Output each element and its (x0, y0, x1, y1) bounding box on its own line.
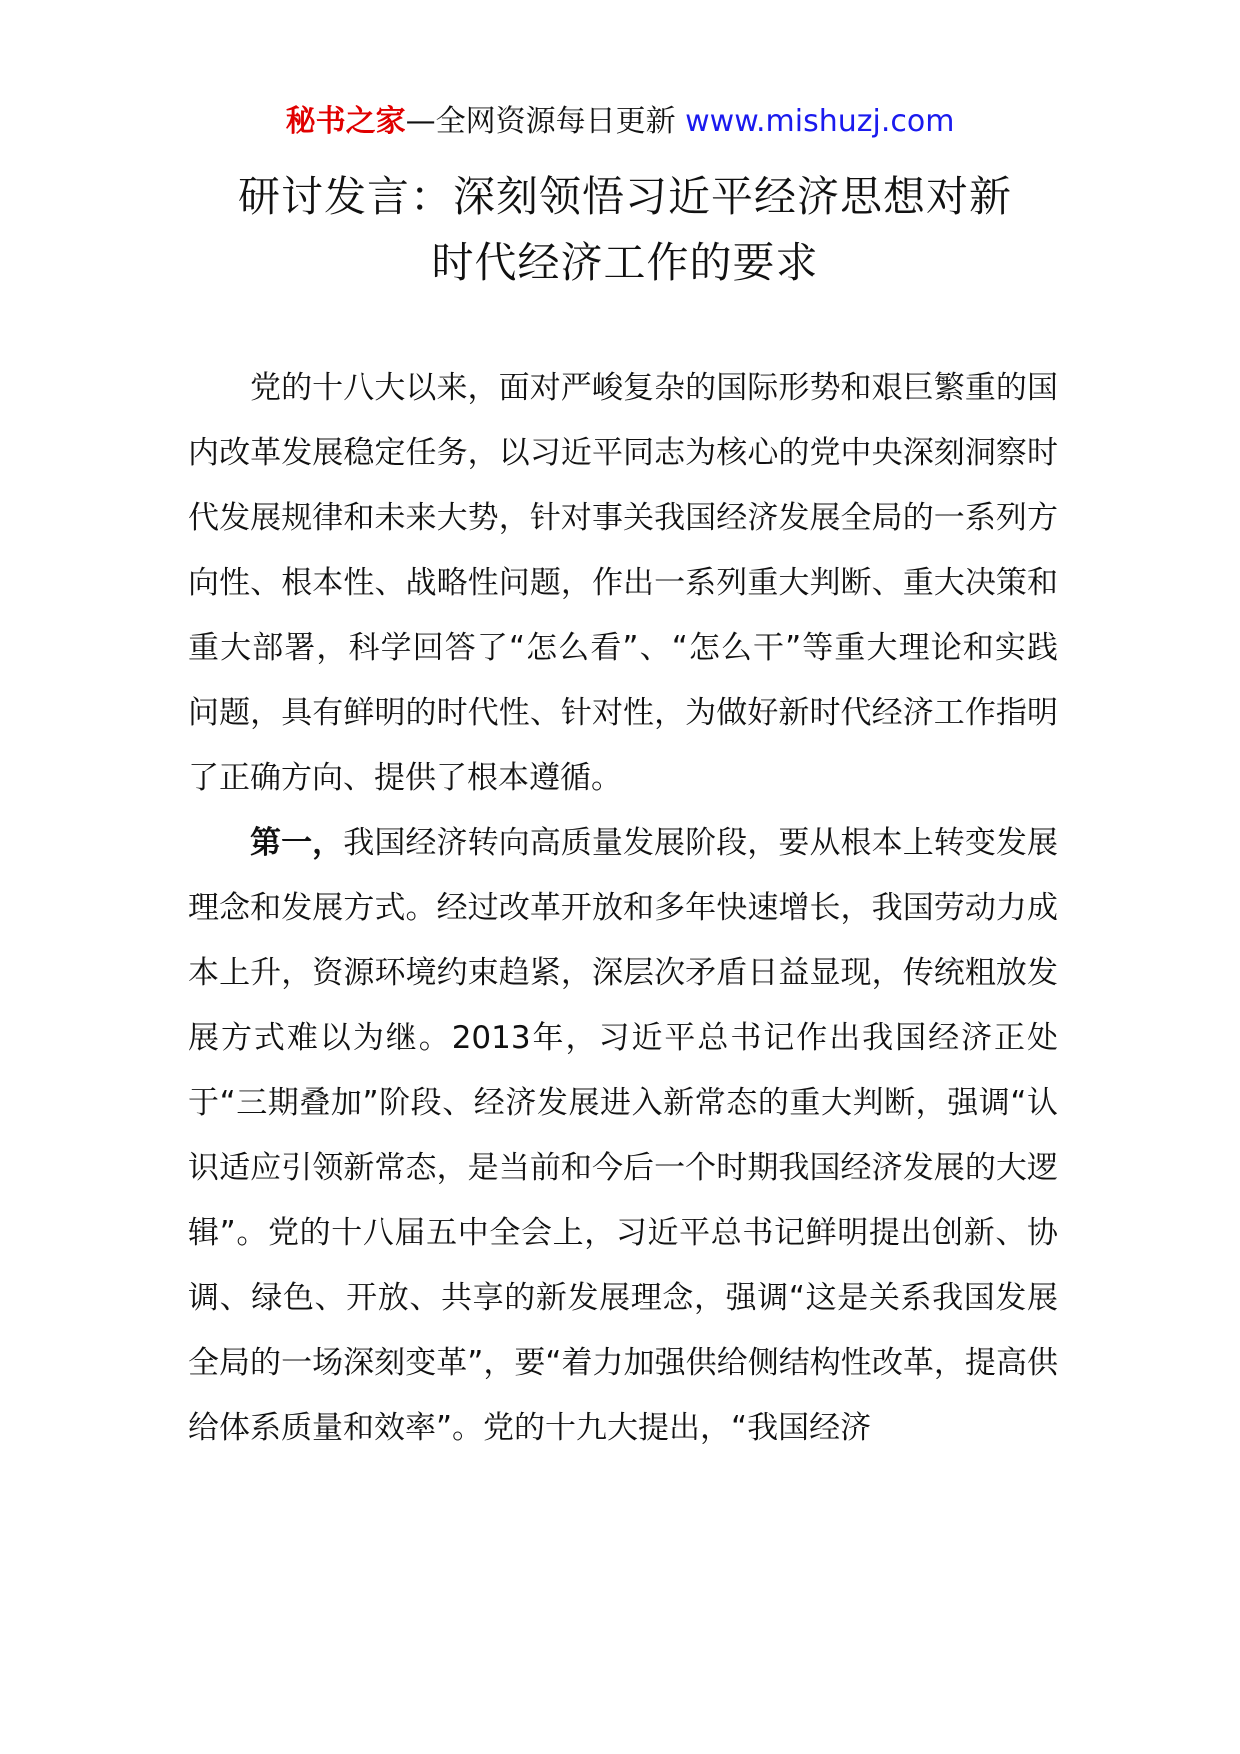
site-tagline: —全网资源每日更新 (405, 104, 686, 139)
paragraph-text: 我国经济转向高质量发展阶段，要从根本上转变发展理念和发展方式。经过改革开放和多年快速增长，我国劳动力成本上升，资源环境约束趋紧，深层次矛盾日益显现，传统粗放发展方式难以为继。2013年，习近平总书记作出我国经济正处于“三期叠加”阶段、经济发展进入新常态的重大判断，强调“认识适应引领新常态，是当前和今后一个时期我国经济发展的大逻辑”。党的十八届五中全会上，习近平总书记鲜明提出创新、协调、绿色、开放、共享的新发展理念，强调“这是关系我国发展全局的一场深刻变革”，要“着力加强供给侧结构性改革，提高供给体系质量和效率”。党的十九大提出，“我国经济 (188, 825, 1059, 1446)
paragraph-intro (188, 356, 1058, 811)
site-header (0, 100, 1240, 144)
paragraph-first-point (188, 811, 1058, 1461)
paragraph-lead: 第一， (250, 825, 344, 861)
document-title (190, 164, 1060, 296)
document-title-line-1: 研讨发言：深刻领悟习近平经济思想对新 (237, 172, 1012, 221)
site-brand: 秘书之家 (285, 104, 406, 139)
document-title-line-2: 时代经济工作的要求 (431, 238, 819, 287)
site-url-link[interactable]: www.mishuzj.com (685, 104, 955, 139)
document-body (188, 356, 1058, 1461)
paragraph-text: 党的十八大以来，面对严峻复杂的国际形势和艰巨繁重的国内改革发展稳定任务，以习近平同志为核心的党中央深刻洞察时代发展规律和未来大势，针对事关我国经济发展全局的一系列方向性、根本性、战略性问题，作出一系列重大判断、重大决策和重大部署，科学回答了“怎么看”、“怎么干”等重大理论和实践问题，具有鲜明的时代性、针对性，为做好新时代经济工作指明了正确方向、提供了根本遵循。 (188, 370, 1058, 796)
